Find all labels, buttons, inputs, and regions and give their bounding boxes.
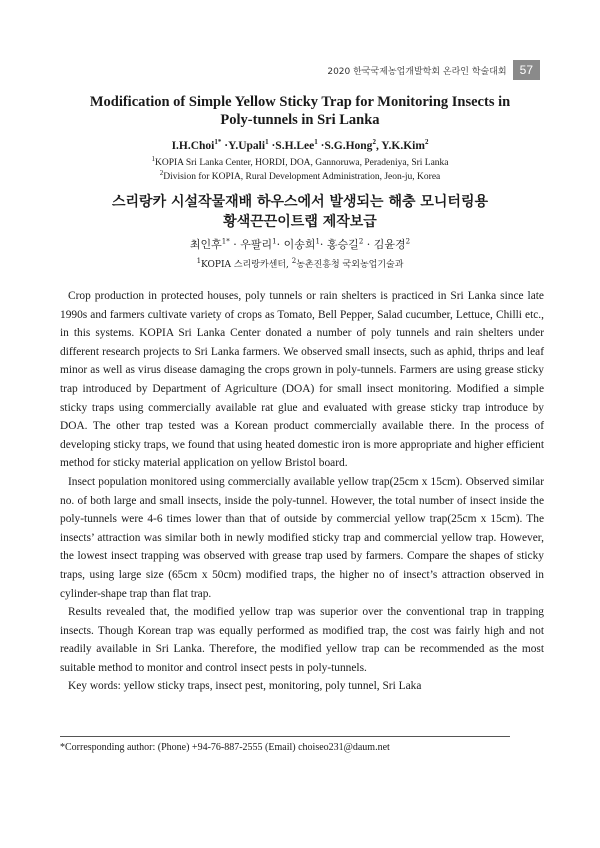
author: 최인후 <box>189 238 222 251</box>
author: S.H.Lee <box>275 139 315 152</box>
page-number: 57 <box>513 60 540 80</box>
author: Y.Upali <box>228 139 266 152</box>
author: 이송희 <box>283 238 316 251</box>
english-authors: I.H.Choi$^{1*}$ ·Y.Upali$^1$ ·S.H.Lee$^1$ ·S.G.Hong$^2$, Y.K.Kim$^2$ <box>171 138 429 152</box>
affiliation-1 <box>60 155 540 168</box>
english-title <box>60 93 540 129</box>
korean-title-line-2: 황색끈끈이트랩 제작보급 <box>223 214 377 230</box>
running-header <box>327 60 540 80</box>
abstract-paragraph-3: Results revealed that, the modified yellow trap was superior over the conventional trap in trapping insects. Though Korean trap was equally performed as modified trap, the cost was fairly high and not readily available in Sri Lanka. Therefore, the modified yellow trap can be recommended as the most suitable method to monitor and control insect pests in poly-tunnels. <box>60 606 544 674</box>
korean-authors: 최인후$^{1*}$ · 우팔리$^1$· 이송희$^1$· 홍승길$^2$ · 김윤경$^2$ <box>189 237 411 251</box>
corresponding-author-footnote: *Corresponding author: (Phone) +94-76-887-2555 (Email) choiseo231@daum.net <box>60 742 390 753</box>
author: 홍승길 <box>326 238 359 251</box>
author: Y.K.Kim <box>381 139 425 152</box>
author-mark: 1 <box>272 237 277 246</box>
affiliation-2 <box>60 169 540 182</box>
korean-title <box>60 192 540 232</box>
author: 김윤경 <box>373 238 406 251</box>
abstract-paragraph-2: Insect population monitored using commercially available yellow trap(25cm x 15cm). Observed similar no. of both large and small insects, inside the poly-tunnel. However, the total number of insect inside the poly-tunnels were 4-6 times lower than that of outside by commercial yellow trap(25cm x 15cm). The insects’ attraction was similar both in newly modified sticky trap and commercial yellow trap. However, the lowest insect trapping was observed with grease trap used by farmers. Compare the shapes of sticky traps, using large size (65cm x 50cm) modified traps, the higher no of insect’s attraction observed in cylinder-shape trap than flat trap. <box>60 475 544 600</box>
affiliation-text: Division for KOPIA, Rural Development Administration, Jeon-ju, Korea <box>163 172 441 183</box>
author-mark: 2 <box>424 138 429 146</box>
author-mark: 1 <box>315 237 320 246</box>
affiliation-mark: 1 <box>151 155 155 163</box>
author: I.H.Choi <box>171 139 215 152</box>
keywords: Key words: yellow sticky traps, insect pest, monitoring, poly tunnel, Sri Laka <box>68 680 422 693</box>
footnote-divider <box>60 736 510 737</box>
author-mark: 1* <box>221 237 230 246</box>
english-title-line-1: Modification of Simple Yellow Sticky Trap for Monitoring Insects in <box>89 94 511 110</box>
author-mark: 2 <box>372 138 376 146</box>
affiliation-text: KOPIA Sri Lanka Center, HORDI, DOA, Gannoruwa, Peradeniya, Sri Lanka <box>154 158 449 169</box>
author: S.G.Hong <box>324 139 373 152</box>
affiliation-text: KOPIA 스리랑카센터, <box>201 260 292 270</box>
affiliation-mark: 2 <box>291 257 297 265</box>
author-mark: 2 <box>405 237 411 246</box>
author: 우팔리 <box>240 238 273 251</box>
conference-name: 2020 한국국제농업개발학회 온라인 학술대회 <box>327 66 507 77</box>
author-mark: 1 <box>265 138 269 146</box>
korean-affiliations <box>60 257 540 270</box>
affiliation-mark: 1 <box>196 257 202 265</box>
author-mark: 1 <box>314 138 318 146</box>
english-title-line-2: Poly-tunnels in Sri Lanka <box>220 112 380 128</box>
affiliation-text: 농촌진흥청 국외농업기술과 <box>296 260 404 270</box>
author-mark: 1* <box>214 138 222 146</box>
abstract-paragraph-1: Crop production in protected houses, poly tunnels or rain shelters is practiced in Sri Lanka since late 1990s and farmers cultivate variety of crops as Tomato, Bell Pepper, Salad cucumber, Lettuce, Chilli etc., in this systems. KOPIA Sri Lanka Center donated a number of poly tunnels and rain shelters under different research projects to Sri Lanka farmers. We observed small insects, such as aphid, thrips and leaf minor as well as virus disease damaging the crops grown in poly-tunnels. Farmers are using grease sticky trap introduced by Department of Agriculture (DOA) for small insect monitoring. Modified a simple sticky traps using commercially available rat glue and evaluated with grease sticky trap introduce by DOA. The other trap tested was a Korean product commercially available there. In the process of developing sticky traps, we found that using heated domestic iron is more appropriate and higher efficient method for sticky material application on yellow Bristol board. <box>60 290 544 470</box>
abstract-body <box>60 287 544 696</box>
author-mark: 2 <box>358 237 364 246</box>
korean-title-line-1: 스리랑카 시설작물재배 하우스에서 발생되는 해충 모니터링용 <box>112 194 488 210</box>
affiliation-mark: 2 <box>159 169 164 177</box>
